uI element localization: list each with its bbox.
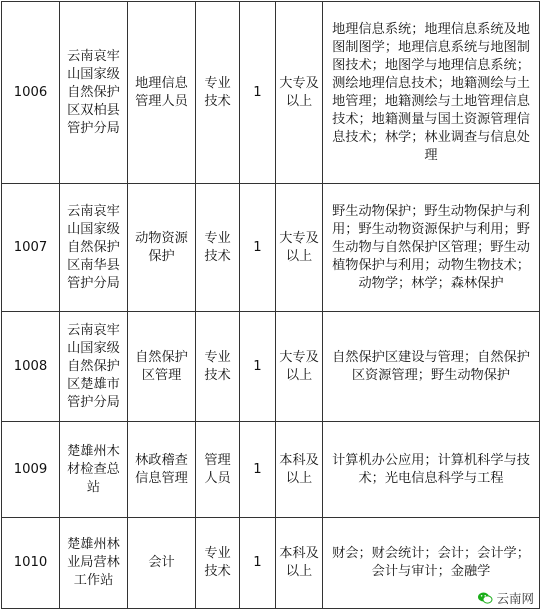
wechat-icon — [477, 590, 493, 606]
row-unit: 云南哀牢山国家级自然保护区楚雄市管护分局 — [60, 312, 128, 422]
row-post: 动物资源保护 — [128, 184, 196, 312]
row-majors: 计算机办公应用；计算机科学与技术；光电信息科学与工程 — [323, 422, 540, 518]
row-id: 1006 — [2, 2, 60, 184]
table-row — [2, 518, 540, 609]
row-post: 地理信息管理人员 — [128, 2, 196, 184]
row-education: 大专及以上 — [276, 184, 323, 312]
row-count: 1 — [240, 184, 276, 312]
watermark — [477, 589, 534, 607]
row-unit: 楚雄州林业局营林工作站 — [60, 518, 128, 609]
row-post: 林政稽查信息管理 — [128, 422, 196, 518]
row-education: 大专及以上 — [276, 2, 323, 184]
row-majors: 财会；财会统计；会计；会计学；会计与审计；金融学 — [323, 518, 540, 609]
row-unit: 楚雄州木材检查总站 — [60, 422, 128, 518]
row-id: 1010 — [2, 518, 60, 609]
row-unit: 云南哀牢山国家级自然保护区双柏县管护分局 — [60, 2, 128, 184]
row-category: 管理人员 — [196, 422, 240, 518]
row-post: 会计 — [128, 518, 196, 609]
row-education: 本科及以上 — [276, 518, 323, 609]
row-count: 1 — [240, 518, 276, 609]
table-row — [2, 422, 540, 518]
table-row — [2, 184, 540, 312]
row-id: 1007 — [2, 184, 60, 312]
row-post: 自然保护区管理 — [128, 312, 196, 422]
watermark-text: 云南网 — [496, 591, 534, 606]
job-table — [1, 1, 540, 609]
table-row — [2, 2, 540, 184]
row-unit: 云南哀牢山国家级自然保护区南华县管护分局 — [60, 184, 128, 312]
row-count: 1 — [240, 422, 276, 518]
row-education: 大专及以上 — [276, 312, 323, 422]
row-category: 专业技术 — [196, 184, 240, 312]
row-count: 1 — [240, 312, 276, 422]
row-majors: 野生动物保护；野生动物保护与利用；野生动物资源保护与利用；野生动物与自然保护区管理；野生动植物保护与利用；动物生物技术；动物学；林学；森林保护 — [323, 184, 540, 312]
row-category: 专业技术 — [196, 2, 240, 184]
table-row — [2, 312, 540, 422]
row-majors: 自然保护区建设与管理；自然保护区资源管理；野生动物保护 — [323, 312, 540, 422]
row-count: 1 — [240, 2, 276, 184]
row-education: 本科及以上 — [276, 422, 323, 518]
row-id: 1009 — [2, 422, 60, 518]
row-majors: 地理信息系统；地理信息系统及地图制图学；地理信息系统与地图制图技术；地图学与地理信息系统；测绘地理信息技术；地籍测绘与土地管理；地籍测绘与土地管理信息技术；地籍测量与国土资源管理信息技术；林学；林业调查与信息处理 — [323, 2, 540, 184]
row-category: 专业技术 — [196, 312, 240, 422]
row-category: 专业技术 — [196, 518, 240, 609]
row-id: 1008 — [2, 312, 60, 422]
